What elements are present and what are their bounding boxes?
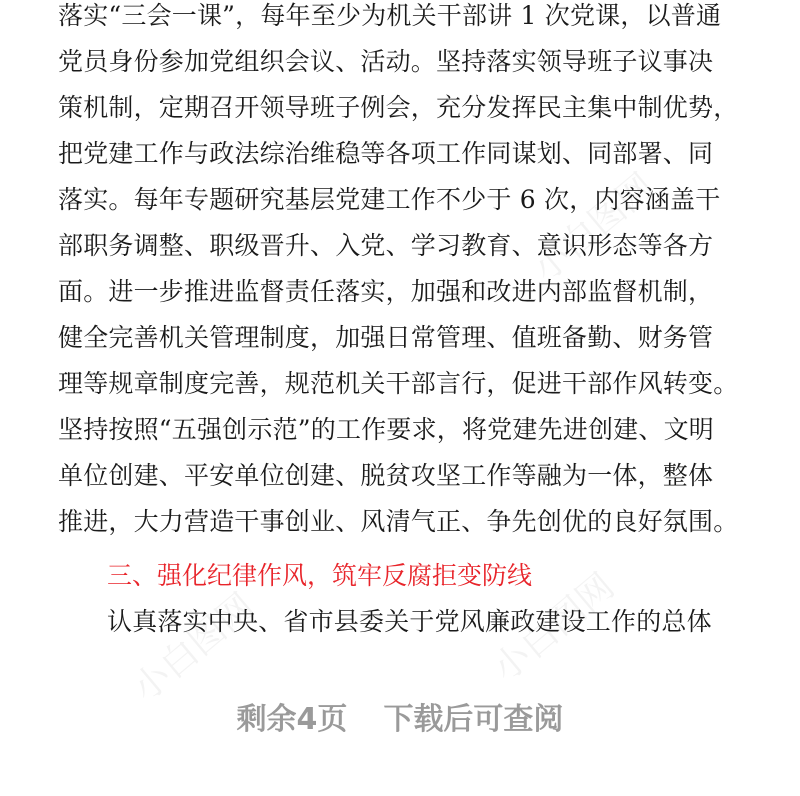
paragraph-line: 认真落实中央、省市县委关于党风廉政建设工作的总体 <box>107 607 712 636</box>
paragraph-line: 坚持按照“五强创示范”的工作要求，将党建先进创建、文明 <box>58 415 714 444</box>
watermark: 小白图网 <box>485 565 623 690</box>
section-heading: 三、强化纪律作风，筑牢反腐拒变防线 <box>107 561 533 590</box>
paragraph-line: 单位创建、平安单位创建、脱贫攻坚工作等融为一体，整体 <box>58 461 714 490</box>
paragraph-line: 健全完善机关管理制度，加强日常管理、值班备勤、财务管 <box>58 323 714 352</box>
paragraph-line: 理等规章制度完善，规范机关干部言行，促进干部作风转变。 <box>58 369 739 398</box>
paragraph-line: 策机制，定期召开领导班子例会，充分发挥民主集中制优势， <box>58 93 739 122</box>
download-prompt[interactable] <box>0 700 800 740</box>
paragraph-line: 面。进一步推进监督责任落实，加强和改进内部监督机制， <box>58 277 714 306</box>
paragraph-line: 党员身份参加党组织会议、活动。坚持落实领导班子议事决 <box>58 47 714 76</box>
watermark: 小白图网 <box>525 165 663 290</box>
remaining-pages-label[interactable]: 剩余4页 <box>236 702 348 737</box>
paragraph-line: 落实“三会一课”，每年至少为机关干部讲 1 次党课，以普通 <box>58 1 722 30</box>
paragraph-line: 部职务调整、职级晋升、入党、学习教育、意识形态等各方 <box>58 231 714 260</box>
paragraph-line: 落实。每年专题研究基层党建工作不少于 6 次，内容涵盖干 <box>58 185 721 214</box>
paragraph-line: 把党建工作与政法综治维稳等各项工作同谋划、同部署、同 <box>58 139 714 168</box>
download-hint-label[interactable]: 下载后可查阅 <box>383 702 564 737</box>
paragraph-line: 推进，大力营造干事创业、风清气正、争先创优的良好氛围。 <box>58 507 739 536</box>
watermark: 小白图网 <box>125 585 263 710</box>
